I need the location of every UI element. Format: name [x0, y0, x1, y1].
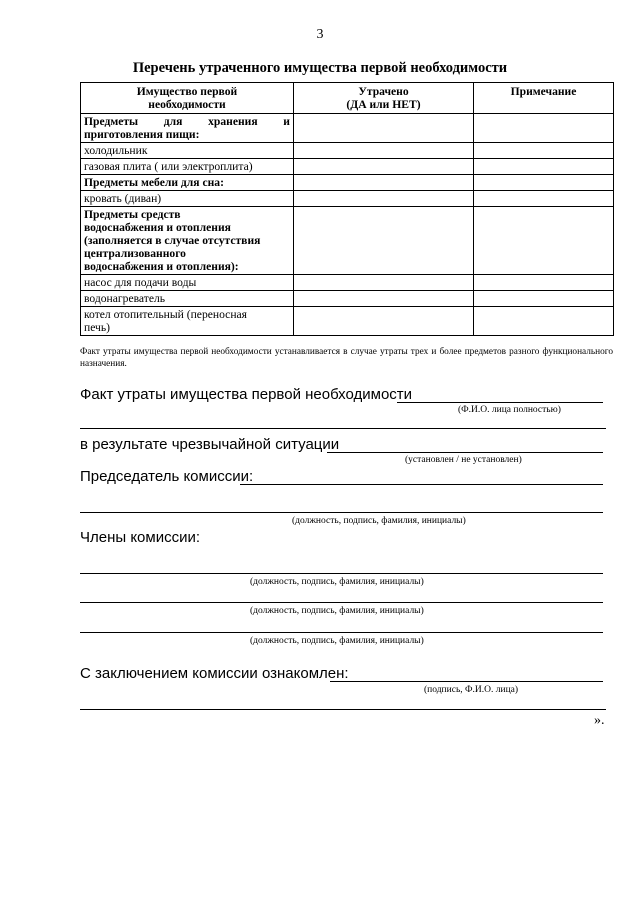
header-lost-line: Утрачено	[358, 85, 409, 98]
table-row	[81, 307, 614, 336]
member-field-1[interactable]	[80, 573, 603, 574]
lost-cell[interactable]	[294, 159, 474, 175]
result-label: в результате чрезвычайной ситуации	[80, 436, 340, 453]
chair-field[interactable]	[240, 484, 603, 485]
ack-hint: (подпись, Ф.И.О. лица)	[424, 685, 519, 695]
fact-name-field-continued[interactable]	[80, 428, 606, 429]
ack-label: С заключением комиссии ознакомлен:	[80, 665, 349, 682]
members-label: Члены комиссии:	[80, 529, 201, 546]
lost-property-table	[80, 82, 614, 336]
category-line: Предметы средств	[84, 208, 181, 221]
item-label: газовая плита ( или электроплита)	[81, 159, 294, 175]
table-row	[81, 159, 614, 175]
fact-hint: (Ф.И.О. лица полностью)	[458, 405, 561, 415]
note-cell[interactable]	[474, 275, 614, 291]
item-label: кровать (диван)	[81, 191, 294, 207]
table-row	[81, 275, 614, 291]
note-cell[interactable]	[474, 191, 614, 207]
fact-label: Факт утраты имущества первой необходимости	[80, 386, 413, 403]
lost-cell[interactable]	[294, 291, 474, 307]
header-lost-line: (ДА или НЕТ)	[346, 98, 421, 111]
item-label: холодильник	[81, 143, 294, 159]
page-number: 3	[316, 27, 324, 42]
document-title: Перечень утраченного имущества первой необходимости	[132, 60, 508, 76]
chair-field-continued[interactable]	[80, 512, 603, 513]
header-item-line: необходимости	[148, 98, 226, 111]
item-line: котел отопительный (переносная	[84, 308, 248, 321]
category-line: водоснабжения и отопления	[84, 221, 231, 234]
result-hint: (установлен / не установлен)	[405, 455, 522, 465]
closing-quote: ».	[594, 713, 605, 728]
lost-cell[interactable]	[294, 143, 474, 159]
ack-field-continued[interactable]	[80, 709, 606, 710]
category-line: Предметы для хранения и	[84, 115, 290, 128]
member-field-3[interactable]	[80, 632, 603, 633]
chair-hint: (должность, подпись, фамилия, инициалы)	[292, 516, 466, 526]
member-field-2[interactable]	[80, 602, 603, 603]
member-hint-3: (должность, подпись, фамилия, инициалы)	[250, 636, 424, 646]
lost-cell[interactable]	[294, 191, 474, 207]
category-water-heating	[81, 207, 294, 275]
item-line: печь)	[84, 321, 111, 334]
note-cell[interactable]	[474, 159, 614, 175]
table-row	[81, 291, 614, 307]
chair-label: Председатель комиссии:	[80, 468, 254, 485]
note-cell[interactable]	[474, 143, 614, 159]
note-cell[interactable]	[474, 175, 614, 191]
table-row	[81, 207, 614, 275]
table-row	[81, 191, 614, 207]
table-header-row	[81, 83, 614, 114]
note-cell[interactable]	[474, 207, 614, 275]
note-cell[interactable]	[474, 114, 614, 143]
category-line: (заполняется в случае отсутствия	[84, 234, 261, 247]
fact-name-field[interactable]	[397, 402, 603, 403]
note-cell[interactable]	[474, 307, 614, 336]
ack-field[interactable]	[330, 681, 603, 682]
member-hint-2: (должность, подпись, фамилия, инициалы)	[250, 606, 424, 616]
header-item-line: Имущество первой	[136, 85, 238, 98]
category-furniture: Предметы мебели для сна:	[81, 175, 294, 191]
category-storage	[81, 114, 294, 143]
item-label	[81, 307, 294, 336]
footnote: Факт утраты имущества первой необходимости устанавливается в случае утраты трех и более предметов разного функционального назначения.	[80, 347, 613, 369]
result-field[interactable]	[327, 452, 603, 453]
item-label: насос для подачи воды	[81, 275, 294, 291]
header-lost	[294, 83, 474, 114]
header-item	[81, 83, 294, 114]
table-row	[81, 175, 614, 191]
member-hint-1: (должность, подпись, фамилия, инициалы)	[250, 577, 424, 587]
item-label: водонагреватель	[81, 291, 294, 307]
category-line: централизованного	[84, 247, 186, 260]
table-row	[81, 143, 614, 159]
category-line: приготовления пищи:	[84, 128, 200, 141]
header-note: Примечание	[474, 83, 614, 114]
lost-cell[interactable]	[294, 207, 474, 275]
category-line: водоснабжения и отопления):	[84, 260, 239, 273]
note-cell[interactable]	[474, 291, 614, 307]
lost-cell[interactable]	[294, 275, 474, 291]
lost-cell[interactable]	[294, 307, 474, 336]
table-row	[81, 114, 614, 143]
lost-cell[interactable]	[294, 175, 474, 191]
lost-cell[interactable]	[294, 114, 474, 143]
